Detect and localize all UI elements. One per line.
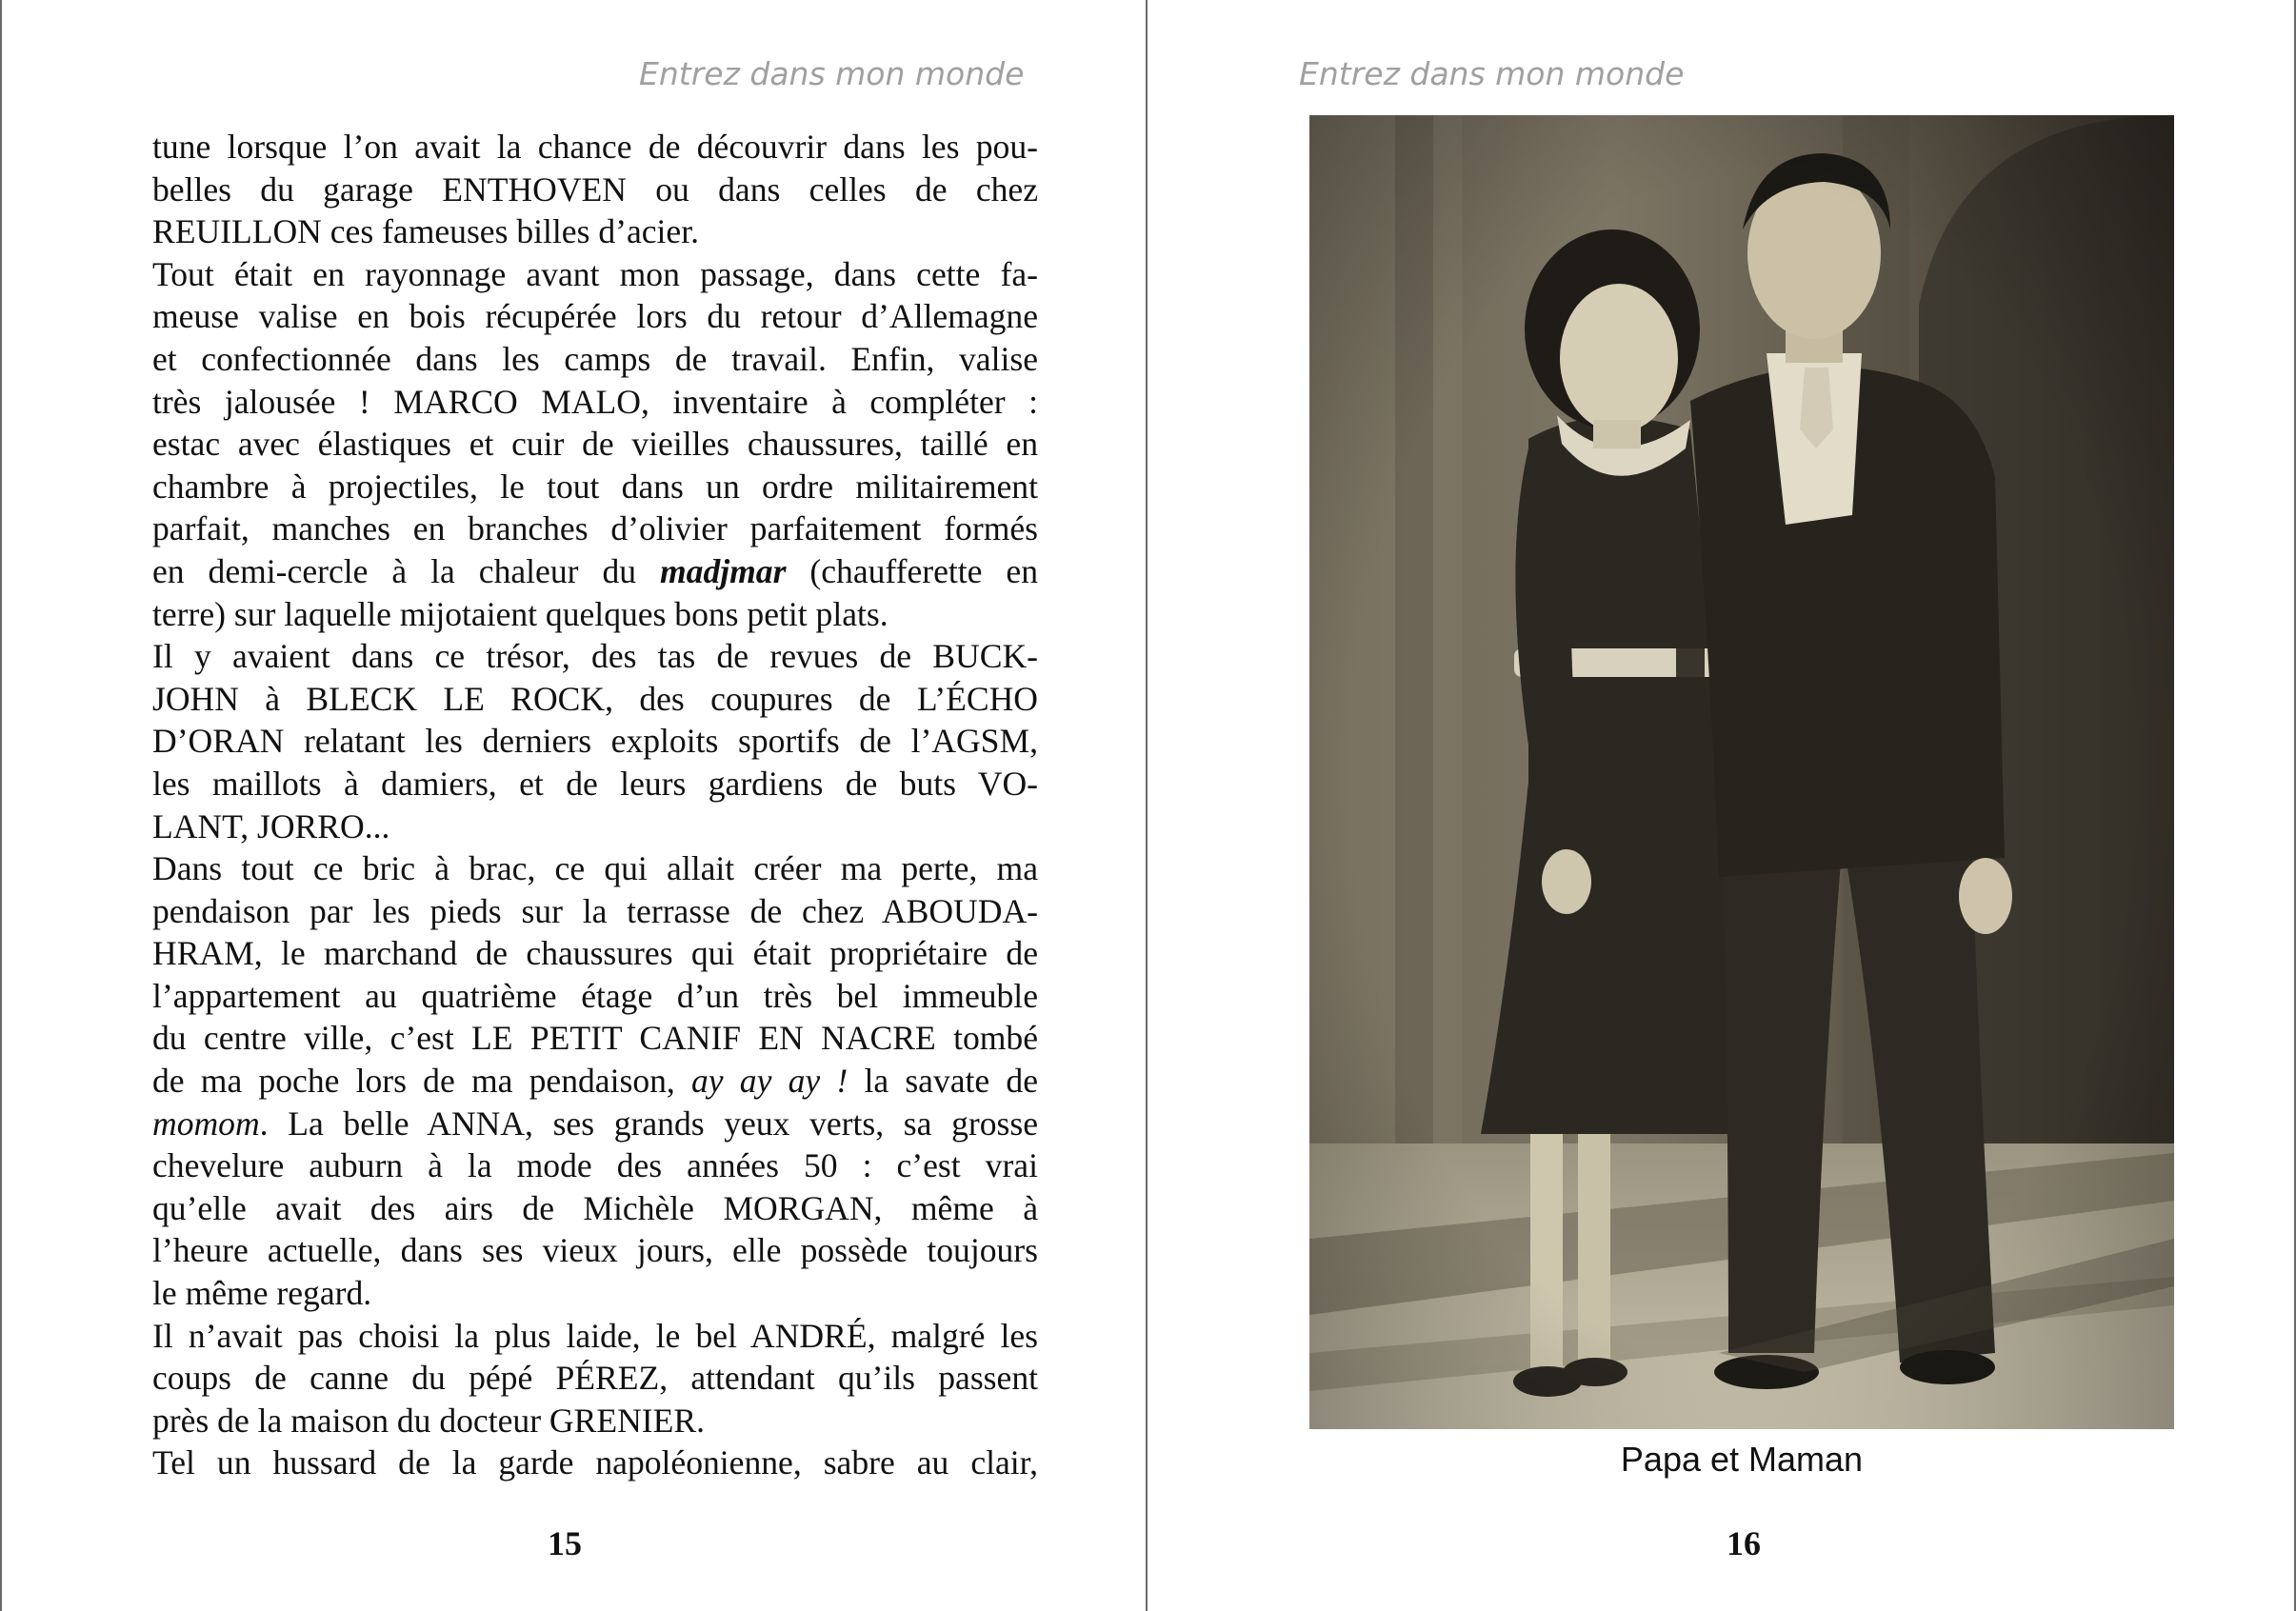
text-line: l’appartement au quatrième étage d’un très bel immeuble: [152, 976, 1038, 1015]
text-line: et confectionnée dans les camps de travail. Enfin, valise: [152, 339, 1038, 378]
emphasis-ay-ay-ay: ay ay ay !: [691, 1062, 849, 1101]
text-line: HRAM, le marchand de chaussures qui était propriétaire de: [152, 934, 1038, 973]
text-line: en demi-cercle à la chaleur du madjmar (chaufferette en: [152, 551, 1038, 590]
text-line: Dans tout ce bric à brac, ce qui allait créer ma perte, ma: [152, 849, 1038, 888]
text-line: Il n’avait pas choisi la plus laide, le bel ANDRÉ, malgré les: [152, 1316, 1038, 1355]
text-line: le même regard.: [152, 1274, 372, 1313]
text-line: D’ORAN relatant les derniers exploits sportifs de l’AGSM,: [152, 722, 1038, 761]
page-number-right: 16: [1727, 1524, 1761, 1562]
text-line: tune lorsque l’on avait la chance de découvrir dans les pou-: [152, 128, 1038, 166]
text-line: l’heure actuelle, dans ses vieux jours, elle possède toujours: [152, 1231, 1038, 1270]
text-line: de ma poche lors de ma pendaison, ay ay ay ! la savate de: [152, 1062, 1039, 1101]
text-line: Tout était en rayonnage avant mon passage, dans cette fa-: [152, 254, 1038, 293]
text-line: qu’elle avait des airs de Michèle MORGAN, même à: [152, 1188, 1038, 1227]
text-line: momom. La belle ANNA, ses grands yeux verts, sa grosse: [152, 1104, 1038, 1143]
running-head-right: Entrez dans mon monde: [1299, 55, 1685, 92]
text-line: coups de canne du pépé PÉREZ, attendant qu’ils passent: [152, 1359, 1038, 1398]
text-line: chambre à projectiles, le tout dans un ordre militairement: [152, 467, 1038, 506]
couple-photograph: [1309, 115, 2174, 1429]
text-line: très jalousée ! MARCO MALO, inventaire à compléter :: [152, 382, 1038, 421]
text-line: terre) sur laquelle mijotaient quelques bons petit plats.: [152, 594, 888, 633]
right-page: [1148, 0, 2296, 1611]
text-line: belles du garage ENTHOVEN ou dans celles de chez: [152, 169, 1038, 209]
text-line: du centre ville, c’est LE PETIT CANIF EN NACRE tombé: [152, 1019, 1038, 1058]
text-line: près de la maison du docteur GRENIER.: [152, 1401, 705, 1440]
text-line: meuse valise en bois récupérée lors du retour d’Allemagne: [152, 297, 1038, 336]
body-text: [152, 126, 1038, 1484]
text-line: parfait, manches en branches d’olivier parfaitement formés: [152, 509, 1038, 548]
text-line: Il y avaient dans ce trésor, des tas de revues de BUCK-: [152, 637, 1038, 676]
photo-caption: Papa et Maman: [1620, 1440, 1864, 1479]
running-head-left: Entrez dans mon monde: [639, 55, 1025, 92]
text-line: REUILLON ces fameuses billes d’acier.: [152, 212, 699, 251]
emphasis-momom: momom: [152, 1104, 260, 1143]
emphasis-madjmar: madjmar: [659, 551, 787, 590]
text-line: les maillots à damiers, et de leurs gardiens de buts VO-: [152, 764, 1038, 803]
text-line: chevelure auburn à la mode des années 50 : c’est vrai: [152, 1146, 1038, 1185]
text-line: pendaison par les pieds sur la terrasse de chez ABOUDA-: [152, 891, 1038, 930]
text-line: LANT, JORRO...: [152, 806, 390, 845]
page-number-left: 15: [548, 1524, 582, 1562]
text-line: estac avec élastiques et cuir de vieilles chaussures, taillé en: [152, 425, 1038, 464]
text-line: JOHN à BLECK LE ROCK, des coupures de L’ÉCHO: [152, 679, 1038, 718]
text-line: Tel un hussard de la garde napoléonienne, sabre au clair,: [152, 1443, 1038, 1482]
